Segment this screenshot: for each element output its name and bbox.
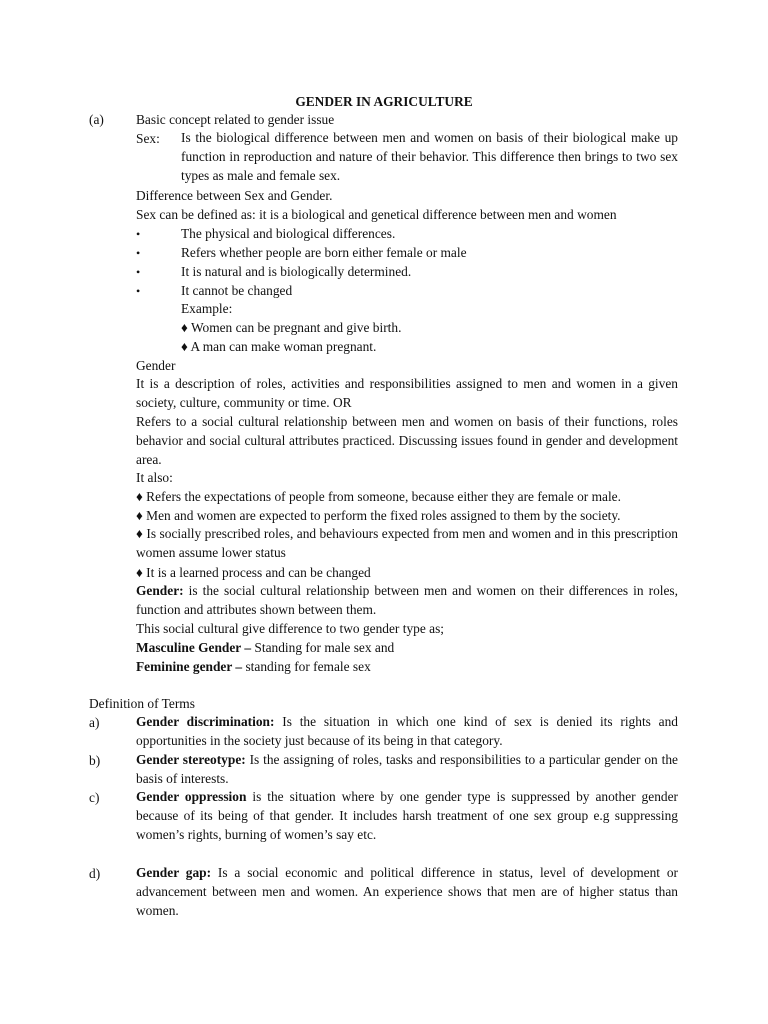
term-item-discrimination xyxy=(136,713,678,751)
it-also-label: It also: xyxy=(136,470,173,485)
difference-heading: Difference between Sex and Gender. xyxy=(136,188,333,203)
bullet-marker: • xyxy=(136,246,141,260)
term-marker: b) xyxy=(89,753,101,768)
gender-term: Gender: xyxy=(136,583,184,598)
bullet-marker: • xyxy=(136,284,141,298)
sex-label: Sex: xyxy=(136,131,160,146)
term-name: Gender discrimination: xyxy=(136,714,275,729)
masculine-line xyxy=(136,640,394,656)
gender-definition xyxy=(136,582,678,620)
term-marker: c) xyxy=(89,790,100,805)
term-text: Is a social economic and political difference in status, level of development or advancement between men and women. An experience shows that men are of higher status than women. xyxy=(136,865,678,918)
gender-heading: Gender xyxy=(136,358,176,373)
feminine-term: Feminine gender – xyxy=(136,659,243,674)
term-item-oppression xyxy=(136,788,678,844)
also-item: ♦ Refers the expectations of people from someone, because either they are female or male. xyxy=(136,489,621,504)
bullet-marker: • xyxy=(136,265,141,279)
example-label: Example: xyxy=(181,301,233,316)
bullet-marker: • xyxy=(136,227,141,241)
term-marker: d) xyxy=(89,866,101,881)
terms-heading: Definition of Terms xyxy=(89,696,195,711)
term-name: Gender gap: xyxy=(136,865,212,880)
masculine-term: Masculine Gender – xyxy=(136,640,252,655)
gender-description-1: It is a description of roles, activities and responsibilities assigned to men and women in a given society, culture, community or time. OR xyxy=(136,376,678,410)
sex-definition: Is the biological difference between men and women on basis of their biological make up function in reproduction and nature of their behavior. This difference then brings to two sex types as male and female sex. xyxy=(181,130,678,183)
term-name: Gender oppression xyxy=(136,789,247,804)
section-heading: Basic concept related to gender issue xyxy=(136,112,335,127)
document-title: GENDER IN AGRICULTURE xyxy=(295,94,473,109)
section-marker-a: (a) xyxy=(89,112,104,127)
term-item-stereotype xyxy=(136,751,678,789)
feminine-text: standing for female sex xyxy=(242,659,371,674)
bullet-item: It cannot be changed xyxy=(181,283,293,298)
example-item: ♦ Women can be pregnant and give birth. xyxy=(181,320,402,335)
bullet-item: The physical and biological differences. xyxy=(181,226,396,241)
term-text: Is the assigning of roles, tasks and responsibilities to a particular gender on the basis of interests. xyxy=(136,752,678,786)
bullet-item: Refers whether people are born either female or male xyxy=(181,245,467,260)
also-item: ♦ It is a learned process and can be changed xyxy=(136,565,371,580)
gender-description-2: Refers to a social cultural relationship between men and women on basis of their functions, roles behavior and social cultural attributes practiced. Discussing issues found in gender and development area. xyxy=(136,414,678,467)
gender-definition-text: is the social cultural relationship between men and women on their differences in roles, function and attributes shown between them. xyxy=(136,583,678,617)
masculine-text: Standing for male sex and xyxy=(251,640,395,655)
bullet-item: It is natural and is biologically determined. xyxy=(181,264,412,279)
social-cultural-line: This social cultural give difference to two gender type as; xyxy=(136,621,445,636)
term-text: is the situation where by one gender type is suppressed by another gender because of its being of that gender. It includes harsh treatment of one sex group e.g suppressing women’s rights, burning of women’s say etc. xyxy=(136,789,678,842)
also-item: ♦ Is socially prescribed roles, and behaviours expected from men and women and in this prescription women assume lower status xyxy=(136,526,678,560)
also-item: ♦ Men and women are expected to perform the fixed roles assigned to them by the society. xyxy=(136,508,621,523)
term-name: Gender stereotype: xyxy=(136,752,246,767)
sex-defined-line: Sex can be defined as: it is a biological and genetical difference between men and women xyxy=(136,207,617,222)
feminine-line xyxy=(136,659,371,675)
example-item: ♦ A man can make woman pregnant. xyxy=(181,339,377,354)
term-marker: a) xyxy=(89,715,100,730)
term-text: Is the situation in which one kind of sex is denied its rights and opportunities in the society just because of its being in that category. xyxy=(136,714,678,748)
term-item-gap xyxy=(136,864,678,920)
